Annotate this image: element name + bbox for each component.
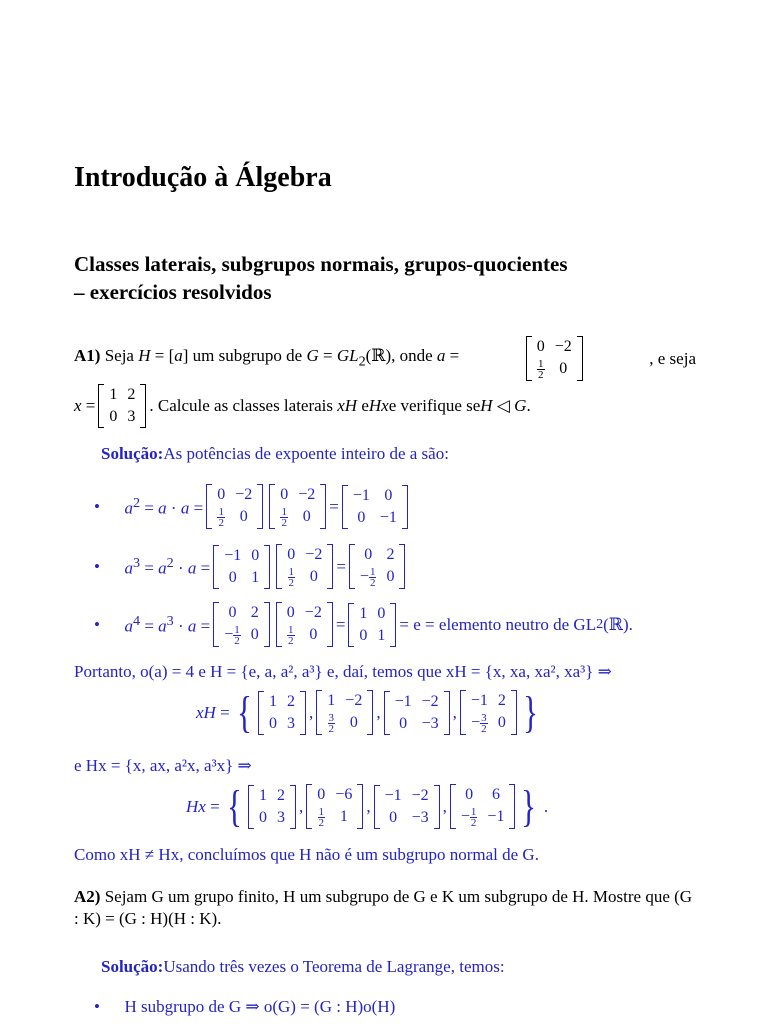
page-title: Introdução à Álgebra	[74, 162, 332, 193]
hx-set: Hx = { 1 2 0 3 , 0 −6 1 2 1 , −1 −2 0 −3 , 0 6 − $\frac{1}{2}$ −1 } .	[186, 781, 549, 831]
a1-text: ] um subgrupo de	[182, 346, 307, 366]
solution-text: As potências de expoente inteiro de a são:	[163, 444, 449, 463]
a1-statement-line1: A1) Seja H = [a] um subgrupo de $G = GL_2(ℝ)$, onde a = 0 −2 1 2 0 , e seja	[74, 338, 696, 381]
solution-label: Solução:	[101, 957, 164, 976]
a1-text: , onde	[391, 346, 437, 366]
subtitle-line-1: Classes laterais, subgrupos normais, grupos-quocientes	[74, 252, 568, 276]
matrix-a: 0 −2 1 2 0	[526, 336, 583, 381]
subtitle-line-2: – exercícios resolvidos	[74, 280, 272, 304]
a2-text: Sejam G um grupo finito, H um subgrupo de G e K um subgrupo de H. Mostre que (G : K) = (G : H)(H : K).	[74, 887, 693, 928]
a1-text: , e seja	[649, 348, 696, 368]
solution-label: Solução:	[101, 444, 164, 463]
solution-2-intro	[101, 957, 505, 977]
bullet-a3: • $a^3 = a^2 \cdot a$ = −1 0 0 1 0 −2 1 2 0 = 0 2 − $\frac{1}{2}$ 0	[74, 544, 408, 589]
solution-1-intro	[101, 444, 449, 464]
a2-statement	[74, 886, 696, 930]
a1-text: .	[526, 396, 531, 415]
matrix-x: 1 2 0 3	[98, 384, 146, 428]
a1-text: e	[361, 396, 369, 415]
portanto-line: Portanto, o(a) = 4 e H = {e, a, a², a³} e, daí, temos que xH = {x, xa, xa², xa³} ⇒	[74, 662, 612, 681]
a1-statement-line2: x = 1 2 0 3 . Calcule as classes laterais xH e Hx e verifique se H ◁ G .	[74, 384, 531, 428]
a1-text: =	[445, 346, 460, 366]
a1-label: A1)	[74, 346, 101, 366]
a1-text: e verifique se	[388, 396, 481, 415]
ehx-line: e Hx = {x, ax, a²x, a³x} ⇒	[74, 756, 252, 775]
solution-2-bullet-1: • H subgrupo de G ⇒ o(G) = (G : H)o(H)	[94, 997, 396, 1016]
bullet-text: H subgrupo de G ⇒ o(G) = (G : H)o(H)	[124, 997, 396, 1016]
bullet-a2: • $a^2 = a \cdot a$ = 0 −2 1 2 0 0 −2 1 2 0 = −1 0 0 −1	[74, 484, 411, 529]
a1-text: . Calcule as classes laterais	[149, 396, 334, 415]
solution-text: Usando três vezes o Teorema de Lagrange, temos:	[163, 957, 505, 976]
a1-text: Seja	[100, 346, 139, 366]
section-subtitle	[74, 250, 568, 306]
a2-label: A2)	[74, 887, 101, 906]
a1-text: =	[318, 346, 337, 366]
bullet-a4: • $a^4 = a^3 \cdot a$ = 0 2 − $\frac{1}{2}$ 0 0 −2 1 2 0 = 1 0 0 1 = e = elemento neutro de GL 2 (ℝ).	[94, 604, 633, 647]
a1-text: = [	[150, 346, 175, 366]
neutral-element-text: = e = elemento neutro de GL	[399, 614, 597, 634]
xh-set: xH = { 1 2 0 3 , 1 −2 3 2 0 , −1 −2 0 −3 , −1 2 − $\frac{3}{2}$ 0 }	[196, 687, 538, 737]
conclusion-line: Como xH ≠ Hx, concluímos que H não é um subgrupo normal de G.	[74, 845, 539, 864]
